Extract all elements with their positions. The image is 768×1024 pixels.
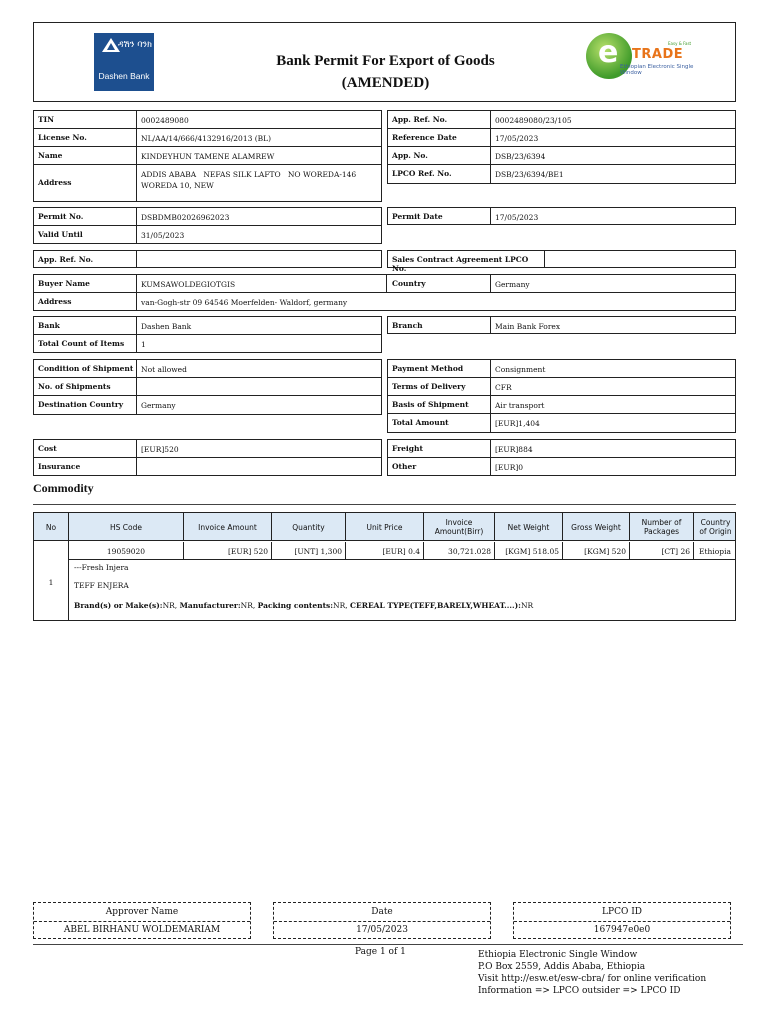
valid-until-value: 31/05/2023 [141,231,185,240]
permit-section [33,207,382,244]
col-header-quantity: Quantity [272,513,346,541]
date-value: 17/05/2023 [356,925,408,935]
commodity-divider [33,504,736,505]
condition-row [34,360,381,378]
address-value: ADDIS ABABA NEFAS SILK LAFTO NO WOREDA-146 WOREDA 10, NEW [141,170,357,190]
col-header-unit-price: Unit Price [346,513,424,541]
freight-value: [EUR]884 [495,445,533,454]
commodity-table-header [34,513,735,541]
basis-row [388,396,735,414]
approver-divider [34,921,250,922]
basis-label: Basis of Shipment [388,396,491,413]
branch-value: Main Bank Forex [495,322,561,331]
brand-label: Brand(s) or Make(s): [74,601,163,610]
lpco-id-box [513,902,731,939]
lpco-id-value: 167947e0e0 [593,925,651,935]
valid-until-row [34,226,381,244]
cost-label: Cost [34,440,137,457]
unit-price-cell: [EUR] 0.4 [346,542,424,560]
lpco-ref-label: LPCO Ref. No. [388,165,491,184]
other-row [388,458,735,476]
document-header [33,22,736,102]
lpco-id-divider [514,921,730,922]
col-header-invoice-amount: Invoice Amount [184,513,272,541]
app-no-row [388,147,735,165]
etrade-ease-text: Easy & Fast [668,41,692,46]
applicant-section [33,110,382,202]
num-shipments-value [137,378,141,395]
reference-date-row [388,129,735,147]
total-amount-row [388,414,735,433]
date-divider [274,921,490,922]
invoice-birr-cell: 30,721.028 [424,542,495,560]
other-label: Other [388,458,491,476]
cost-value: [EUR]520 [141,445,179,454]
total-items-row [34,335,381,353]
freight-row [388,440,735,458]
payment-row [388,360,735,378]
col-header-packages: Number of Packages [630,513,694,541]
bank-row [34,317,381,335]
name-row [34,147,381,165]
col-header-invoice-birr: Invoice Amount(Birr) [424,513,495,541]
permit-date-value: 17/05/2023 [495,213,539,222]
permit-no-value: DSBDMB02026962023 [141,213,230,222]
cost-row [34,440,381,458]
approver-box [33,902,251,939]
license-label: License No. [34,129,137,146]
buyer-address-label: Address [34,293,137,311]
footer-divider [33,944,743,945]
buyer-name-label: Buyer Name [34,275,137,292]
payment-label: Payment Method [388,360,491,377]
packing-label: Packing contents: [257,601,334,610]
license-value: NL/AA/14/666/4132916/2013 (BL) [141,134,272,143]
commodity-title: Commodity [33,481,94,495]
commodity-row-number: 1 [34,541,69,621]
hs-code-cell: 19059020 [69,542,184,560]
page-number: Page 1 of 1 [355,947,406,957]
quantity-cell: [UNT] 1,300 [272,542,346,560]
packing-value: NR [333,601,346,610]
approver-value: ABEL BIRHANU WOLDEMARIAM [63,925,221,935]
bank-label: Bank [34,317,137,334]
address-row [34,165,381,202]
net-weight-cell: [KGM] 518.05 [495,542,563,560]
permit-date-section [387,207,736,225]
branch-section [387,316,736,334]
buyer-section [33,274,736,311]
etrade-tagline: Ethiopian Electronic Single Window [620,64,694,76]
footer-verification-link[interactable]: Visit http://esw.et/esw-cbra/ for online verification [478,974,707,984]
country-value: Germany [495,280,530,289]
logo-amharic-text: ዳሽን ባንክ [118,40,153,50]
packages-cell: [CT] 26 [630,542,694,560]
footer-info: Information => LPCO outsider => LPCO ID [478,986,681,996]
app-ref2-label: App. Ref. No. [34,251,137,267]
total-amount-value: [EUR]1,404 [495,419,540,428]
manufacturer-value: NR [240,601,253,610]
col-header-net-weight: Net Weight [495,513,563,541]
destination-label: Destination Country [34,396,137,415]
origin-cell: Ethiopia [694,542,736,560]
invoice-amount-cell: [EUR] 520 [184,542,272,560]
valid-until-label: Valid Until [34,226,137,244]
total-amount-label: Total Amount [388,414,491,433]
etrade-logo [586,27,706,97]
app-ref-value: 0002489080/23/105 [495,116,572,125]
name-value: KINDEYHUN TAMENE ALAMREW [141,152,275,161]
commodity-attributes: Brand(s) or Make(s):NR, Manufacturer:NR, Packing contents:NR, CEREAL TYPE(TEFF,BARELY,WHEAT....):NR [74,601,534,610]
license-row [34,129,381,147]
lpco-ref-value: DSB/23/6394/BE1 [495,170,564,179]
document-subtitle: (AMENDED) [341,75,430,91]
logo-bank-name: Dashen Bank [98,71,150,81]
bank-value: Dashen Bank [141,322,192,331]
num-shipments-label: No. of Shipments [34,378,137,395]
gross-weight-cell: [KGM] 520 [563,542,630,560]
sales-contract-value [545,251,549,267]
cereal-type-label: CEREAL TYPE(TEFF,BARELY,WHEAT....): [350,601,521,610]
lpco-ref-row [388,165,735,184]
permit-no-row [34,208,381,226]
reference-date-label: Reference Date [388,129,491,146]
manufacturer-label: Manufacturer: [179,601,241,610]
col-header-origin: Country of Origin [699,518,732,536]
basis-value: Air transport [495,401,545,410]
approver-label: Approver Name [105,907,179,917]
app-ref-label: App. Ref. No. [388,111,491,128]
permit-no-label: Permit No. [34,208,137,225]
sales-contract-label: Sales Contract Agreement LPCO No. [388,251,545,267]
bank-section [33,316,382,353]
tin-row [34,111,381,129]
destination-value: Germany [141,401,176,410]
payment-value: Consignment [495,365,546,374]
app-ref2-value [137,251,141,267]
address-label: Address [34,165,137,202]
etrade-logo-text: TRADE [632,47,684,62]
shipment-right-section [387,359,736,433]
buyer-address-row [34,293,735,311]
commodity-name: TEFF ENJERA [74,581,129,590]
date-box [273,902,491,939]
freight-label: Freight [388,440,491,457]
tin-value: 0002489080 [141,116,189,125]
branch-label: Branch [388,317,491,333]
other-value: [EUR]0 [495,463,524,472]
footer-org: Ethiopia Electronic Single Window [478,950,638,960]
col-header-hs-code: HS Code [69,513,184,541]
num-shipments-row [34,378,381,396]
commodity-table [33,512,736,621]
brand-value: NR [162,601,175,610]
buyer-address-value: van-Gogh-str 09 64546 Moerfelden- Waldorf, germany [141,298,348,307]
permit-date-label: Permit Date [388,208,491,224]
lpco-id-label: LPCO ID [602,907,642,917]
insurance-label: Insurance [34,458,137,476]
delivery-row [388,378,735,396]
app-ref-row [388,111,735,129]
application-section [387,110,736,184]
condition-value: Not allowed [141,365,187,374]
delivery-value: CFR [495,383,512,392]
date-label: Date [371,907,393,917]
buyer-name-value: KUMSAWOLDEGIOTGIS [137,275,387,293]
sales-contract-section [387,250,736,273]
country-label: Country [388,275,491,292]
etrade-e-letter: e [598,35,619,70]
reference-date-value: 17/05/2023 [495,134,539,143]
cereal-type-value: NR [520,601,534,610]
name-label: Name [34,147,137,164]
insurance-value [137,458,141,476]
delivery-label: Terms of Delivery [388,378,491,395]
buyer-name-row [34,275,735,293]
condition-label: Condition of Shipment [34,360,137,377]
col-header-no: No [34,513,69,541]
col-header-gross-weight: Gross Weight [563,513,630,541]
total-items-value: 1 [141,340,146,349]
freight-section [387,439,736,476]
destination-row [34,396,381,415]
document-title: Bank Permit For Export of Goods [276,53,495,69]
insurance-row [34,458,381,476]
app-ref-section [33,250,382,268]
cost-section [33,439,382,476]
shipment-left-section [33,359,382,415]
total-items-label: Total Count of Items [34,335,137,353]
app-no-label: App. No. [388,147,491,164]
footer-address: P.O Box 2559, Addis Ababa, Ethiopia [478,962,646,972]
tin-label: TIN [34,111,137,128]
commodity-description: ---Fresh Injera [74,563,129,572]
app-no-value: DSB/23/6394 [495,152,546,161]
